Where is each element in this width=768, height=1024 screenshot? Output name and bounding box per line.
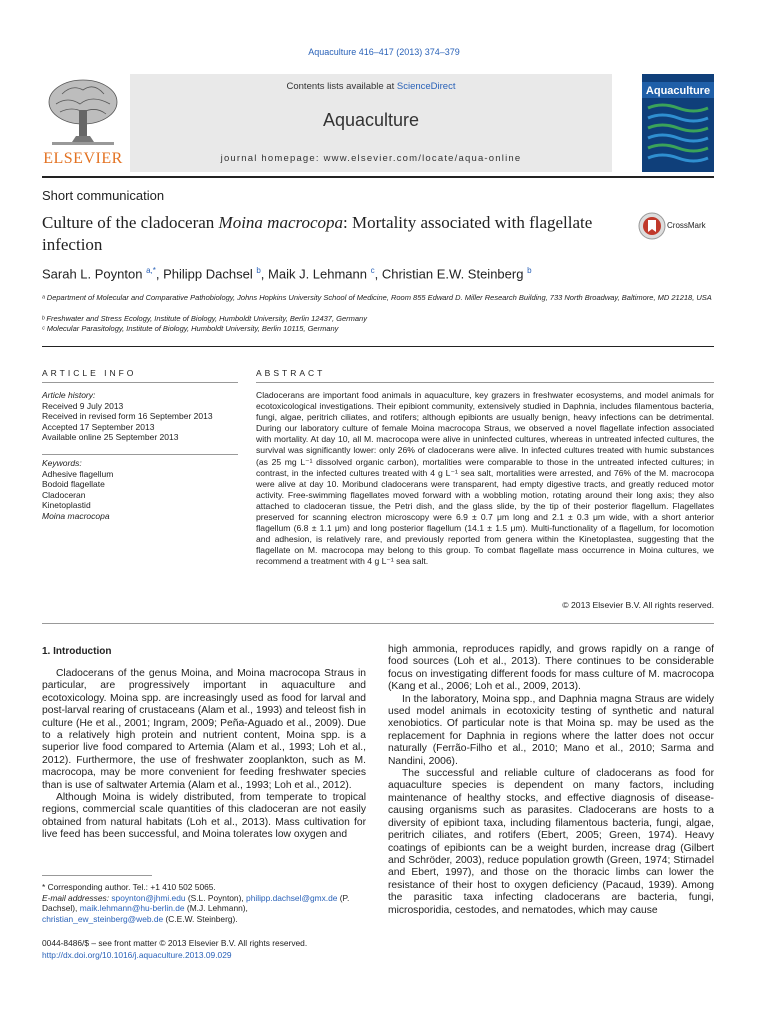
body-column-left [42,668,366,842]
introduction-heading: 1. Introduction [42,646,112,657]
email-link[interactable]: maik.lehmann@hu-berlin.de [79,903,185,914]
history-item: Available online 25 September 2013 [42,432,179,442]
keyword: Bodoid flagellate [42,479,105,489]
page-footer [42,938,366,961]
contents-prefix: Contents lists available at [286,81,397,92]
body-paragraph: In the laboratory, Moina spp., and Daphnia magna Straus are widely used model animals in ecotoxicity testing of synthetic and natural xenobiotics. Of particular note is that Moina sp. may be used as the replacement for Daphnia in regions where the latter does not occur naturally (Ferrão-Filho et al., 2010; Mano et al., 2010; Sarma and Nandini, 2006). [388,693,714,767]
keyword: Kinetoplastid [42,500,91,510]
keyword: Cladoceran [42,489,86,500]
cover-title-text: Aquaculture [645,85,711,97]
issn-line: 0044-8486/$ – see front matter © 2013 Elsevier B.V. All rights reserved. [42,938,308,948]
contents-available-line [130,81,612,92]
doi-link[interactable]: http://dx.doi.org/10.1016/j.aquaculture.2013.09.029 [42,949,232,960]
author-name[interactable]: , Maik J. Lehmann [260,266,371,282]
journal-cover-thumbnail[interactable] [642,74,714,172]
corresponding-author-line: * Corresponding author. Tel.: +1 410 502 5065. [42,882,216,892]
info-rule [42,382,238,383]
article-title [42,212,622,256]
email-link[interactable]: philipp.dachsel@gmx.de [246,892,338,903]
body-paragraph: high ammonia, reproduces rapidly, and grows rapidly on a range of food sources (Loh et al., 2013). There continues to be considerable focus on investigating different foods for mass culture of M. macrocopa (Kang et al., 2006; Loh et al., 2009, 2013). [388,644,714,693]
history-label: Article history: [42,390,96,400]
history-item: Received 9 July 2013 [42,400,124,411]
keyword: Moina macrocopa [42,510,110,521]
journal-homepage-link[interactable]: journal homepage: www.elsevier.com/locate/aqua-online [220,153,522,164]
email-owner: (S.L. Poynton), [185,892,247,903]
keywords-list [42,458,238,521]
crossmark-label: CrossMark [667,221,706,230]
affiliation: ᶜ Molecular Parasitology, Institute of Biology, Humboldt University, Berlin 10115, Germany [42,324,339,333]
abstract-text: Cladocerans are important food animals in aquaculture, key grazers in freshwater ecosystems, and model animals for ecotoxicological investigations. Their epibiont community, extensively studied in Daphnia, includes filamentous bacteria, fungi, algae, peritrich ciliates, and rotifers; although epibionts are usually benign, heavy infections can be detrimental. During our laboratory culture of female Moina macrocopa Straus, we observed a novel flagellate infection associated with mortality. At day 10, all M. macrocopa were alive in uninfected cultures, whereas in untreated infected cultures, the survival was significantly lower: only 26% of cladocerans were alive. In infected cultures treated with humic substances (as 25 mg L⁻¹ dissolved organic carbon), mortalities were comparable to those in the untreated infected cultures; in contrast, in the infected cultures treated with 4 g L⁻¹ sea salt, mortalities were arrested, and 76% of the M. macrocopa were alive at day 10. Moribund cladocerans were transparent, had empty digestive tracts, and greatly reduced motor activity. Free-swimming flagellates moved forward with a wobbling motion, rotating around their long axis; they also attached to cladoceran tissue, the Petri dish, and the glass slide, by the tip of their posterior flagellum. Flagellates preserved for scanning electron microscopy were 6.9 ± 0.7 μm long and 2.1 ± 0.3 μm wide, with a short anterior flagellum (6.8 ± 1.1 μm) and long posterior flagellum (14.1 ± 1.5 μm). Multi-functionality of a flagellum, for locomotion and adhesion, is relatively rare, and previously reported from genera within the Kinetoplastea, suggesting that the flagellate on M. macrocopa may belong to this group. To combat flagellate mass occurrence in Moina cultures, we recommend a treatment with 4 g L⁻¹ sea salt. [256,390,714,567]
author-name[interactable]: , Christian E.W. Steinberg [374,266,528,282]
body-column-right [388,644,714,917]
section-rule [42,346,714,347]
abstract-bottom-rule [42,623,714,624]
email-owner: (P. Dachsel), [42,892,350,914]
affiliation: ᵃ Department of Molecular and Comparative Pathobiology, Johns Hopkins University School of Medicine, Room 855 Edward D. Miller Research Building, 733 North Broadway, Baltimore, MD 21218, USA [42,293,712,302]
email-link[interactable]: spoynton@jhmi.edu [111,892,186,903]
email-owner: (C.E.W. Steinberg). [163,913,238,924]
author-affil-mark[interactable]: b [527,266,532,275]
body-paragraph: Although Moina is widely distributed, from temperate to tropical regions, commercial scale quantities of this cladoceran are not easily obtained from natural habitats (Loh et al., 2013). Mass cultivation for live feed has been successful, and Moina tolerates low oxygen and [42,792,366,841]
author-affil-mark[interactable]: c [370,266,375,275]
email-label: E-mail addresses: [42,892,112,903]
author-name[interactable]: , Philipp Dachsel [155,266,257,282]
abstract-rule [256,382,714,383]
abstract-copyright: © 2013 Elsevier B.V. All rights reserved. [562,600,714,610]
article-history [42,390,238,443]
author-affil-mark[interactable]: b [256,266,261,275]
corresponding-author-footnote [42,882,366,924]
title-species: Moina macrocopa [218,213,344,232]
history-item: Accepted 17 September 2013 [42,421,155,432]
keywords-label: Keywords: [42,458,82,468]
elsevier-wordmark: ELSEVIER [43,150,123,167]
article-type: Short communication [42,188,165,203]
abstract-heading: ABSTRACT [256,368,326,378]
history-item: Received in revised form 16 September 2013 [42,411,213,421]
keyword: Adhesive flagellum [42,468,114,479]
affiliation: ᵇ Freshwater and Stress Ecology, Institute of Biology, Humboldt University, Berlin 12437, Germany [42,314,367,323]
title-part: Culture of the cladoceran [42,213,219,232]
header-rule [42,176,714,178]
title-part: : Mortality associated with flagellate infection [42,213,593,254]
journal-reference-link[interactable]: Aquaculture 416–417 (2013) 374–379 [308,47,460,57]
author-list [42,266,532,281]
sciencedirect-link[interactable]: ScienceDirect [396,81,456,92]
journal-title: Aquaculture [322,110,420,130]
body-paragraph: The successful and reliable culture of cladocerans as food for aquaculture species is dependent on many factors, including maintenance of healthy stocks, and effective diagnosis of disease-causing organisms such as parasites. Cladocerans are hosts to a diversity of epibiont taxa, including filamentous bacteria, fungi, algae, peritrich ciliates, and rotifers (Ebert, 2005; Green, 1974). Heavy coatings of epibionts can be a weight burden, increase drag (Gilbert and Schröder, 2003), reduce population growth (Green, 1974; Stirnadel and Ebert, 1997), and those on the thoracic limbs can lower the resistance of their host to oxygen deficiency (Pacaud, 1939). Among the parasitic taxa infecting cladocerans are bacteria, fungi, microsporidia, cestodes, and nematodes, which may cause [388,768,714,916]
article-info-heading: ARTICLE INFO [42,368,137,378]
author-affil-mark[interactable]: a,* [146,266,156,275]
keywords-rule [42,454,238,455]
email-link[interactable]: christian_ew_steinberg@web.de [42,913,164,924]
body-paragraph: Cladocerans of the genus Moina, and Moina macrocopa Straus in particular, are progressively important in aquaculture and ecotoxicology. Moina spp. are increasingly used as food for larval and post-larval rearing of crustaceans (Alam et al., 1993) and teleost fish in culture (He et al., 2001; Ingram, 2009; Peña-Aguado et al., 2009). Due to a relatively high protein and nutrient content, Moina spp. is a superior live food compared to Artemia (Alam et al., 1993; Loh et al., 2012). Furthermore, the use of freshwater zooplankton, such as M. macrocopa, may be more convenient for feeding freshwater species than is use of saltwater Artemia (Alam et al., 1993; Loh et al., 2012). [42,668,366,791]
crossmark-icon [638,212,666,240]
footnote-rule [42,875,152,876]
email-owner: (M.J. Lehmann), [184,903,248,914]
author-name[interactable]: Sarah L. Poynton [42,266,147,282]
